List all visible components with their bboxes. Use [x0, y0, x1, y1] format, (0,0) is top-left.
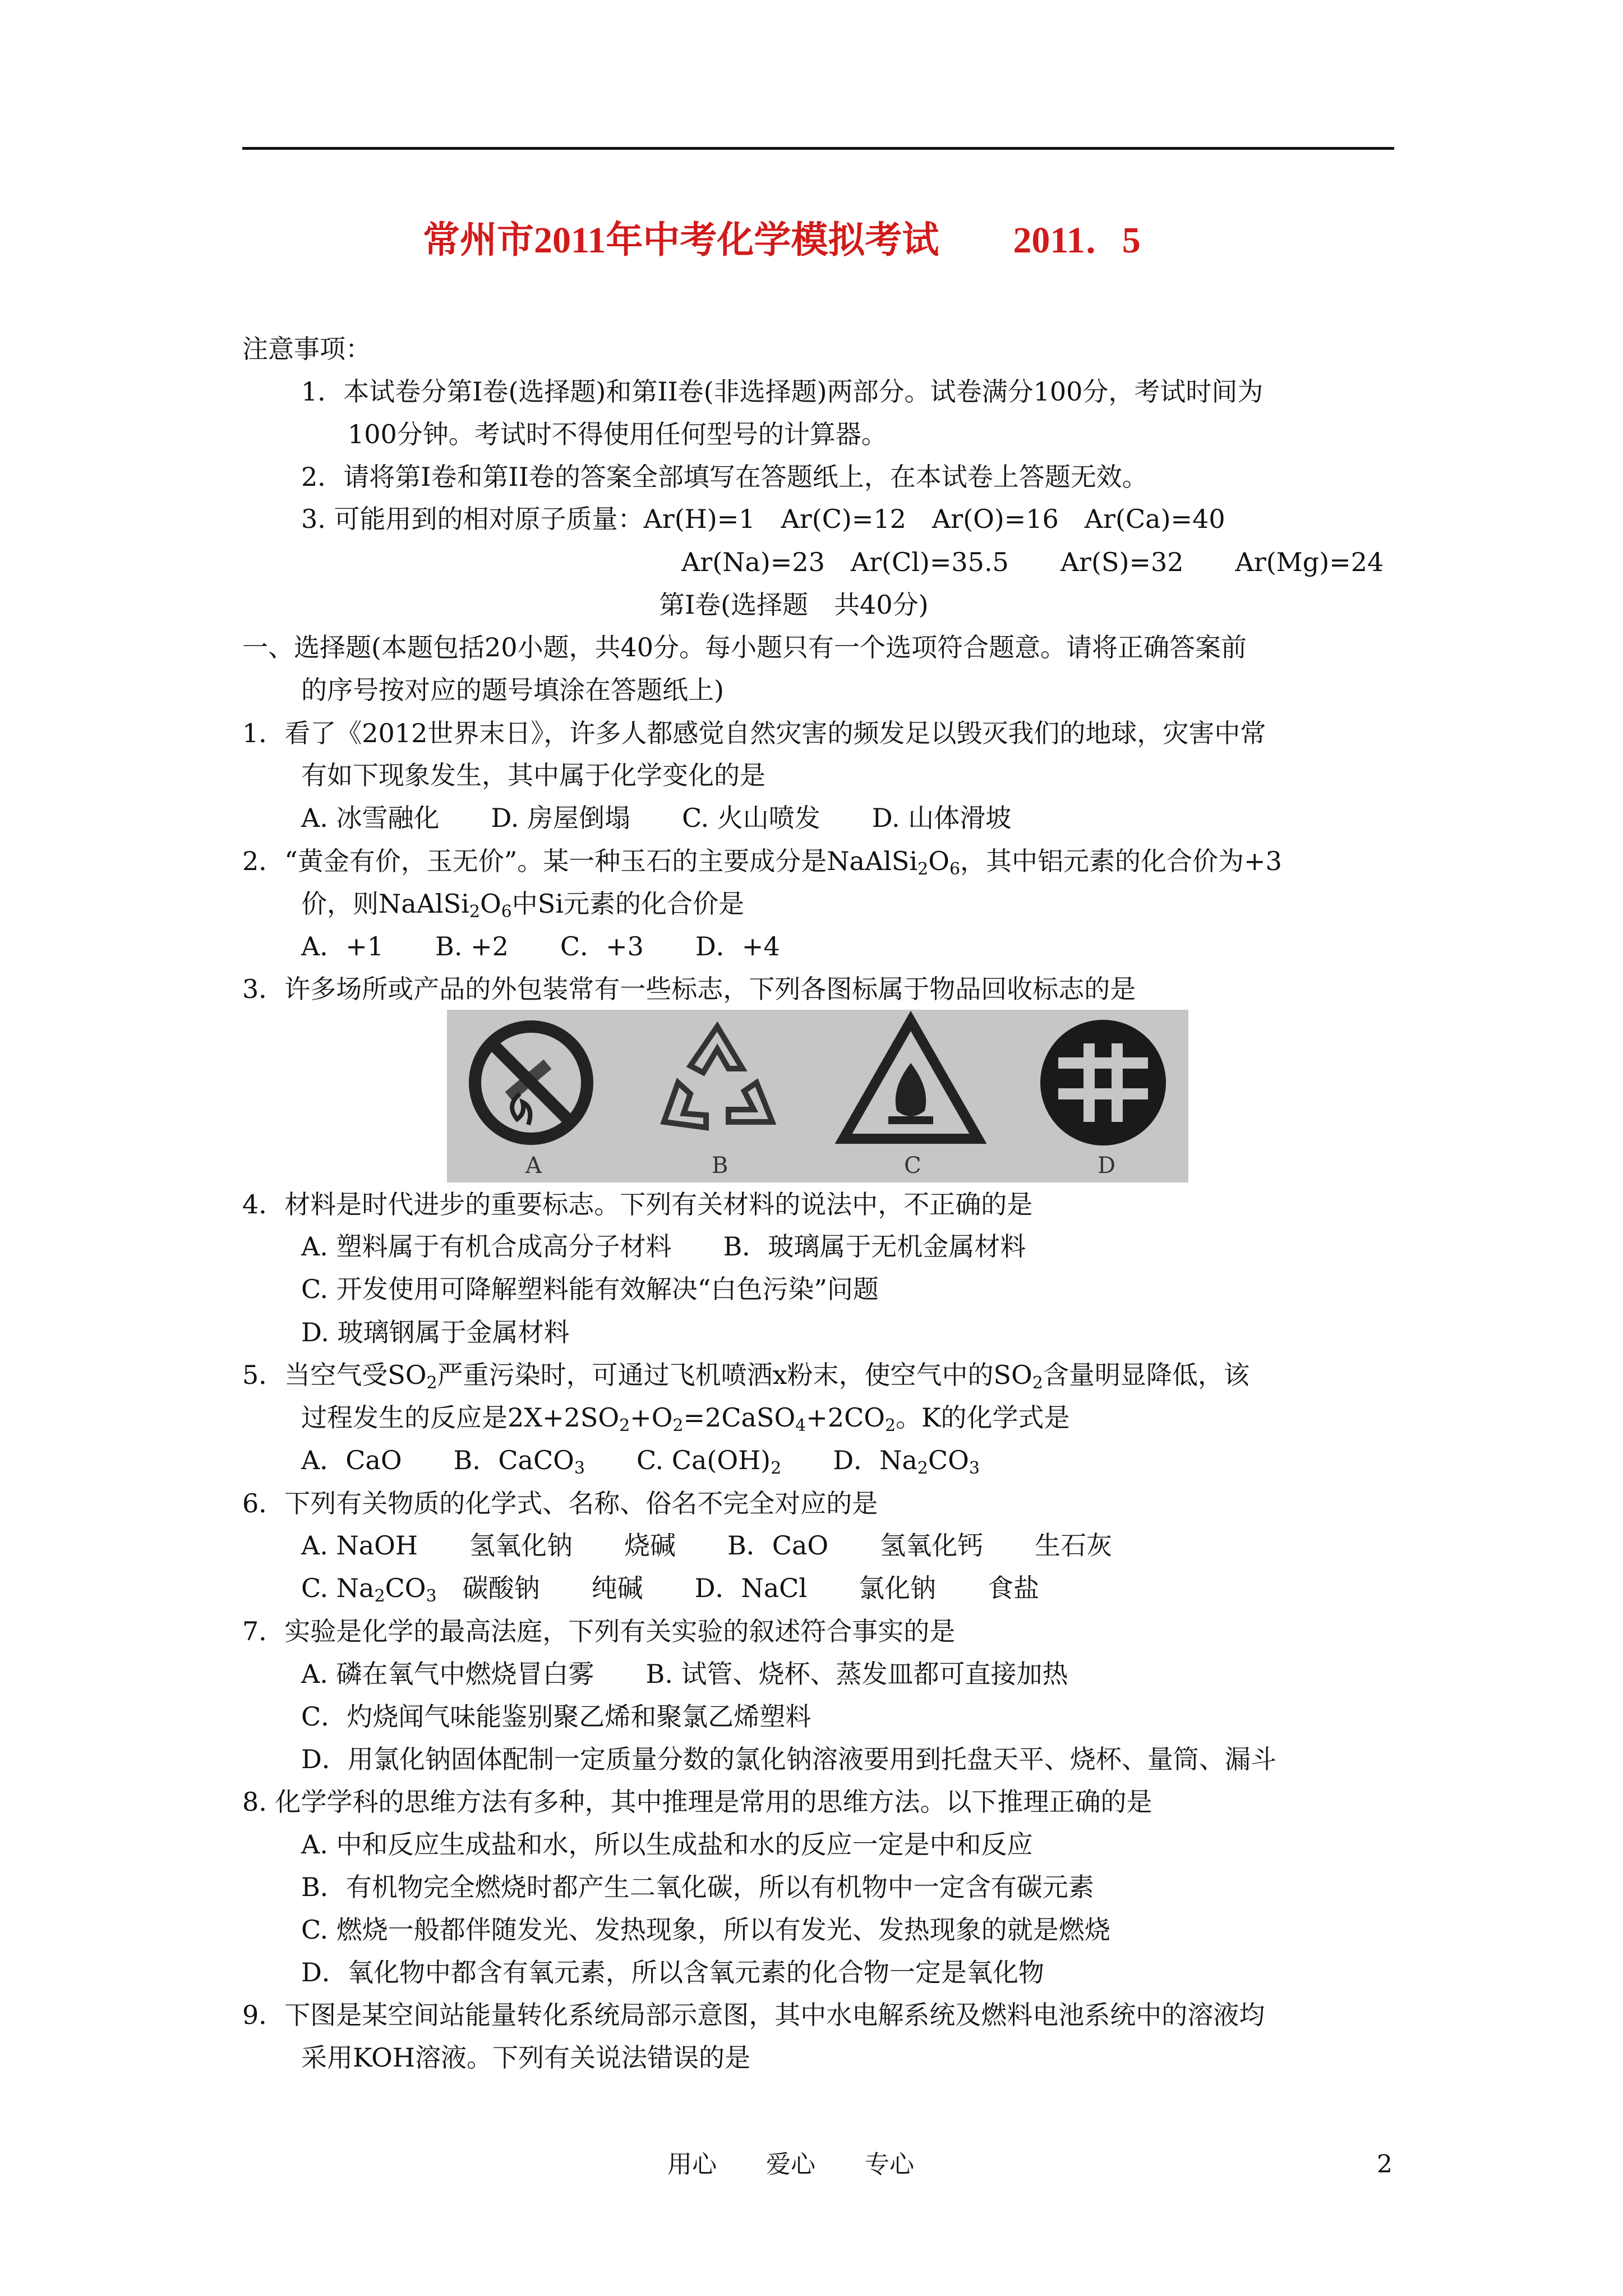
question-1: 1．看了《2012世界末日》，许多人都感觉自然灾害的频发足以毁灭我们的地球，灾害中常 — [242, 718, 1266, 748]
page-number: 2 — [1377, 2150, 1393, 2179]
question-5-options: A．CaO B．CaCO$_3$ C. $Ca(OH)_2$ D．$Na_2CO_3$ — [301, 1445, 980, 1478]
icon-label: C — [904, 1153, 921, 1179]
question-8-option: B．有机物完全燃烧时都产生二氧化碳，所以有机物中一定含有碳元素 — [301, 1872, 1094, 1902]
question-8-option: C. 燃烧一般都伴随发光、发热现象，所以有发光、发热现象的就是燃烧 — [301, 1915, 1110, 1945]
circle-symbol-icon — [1030, 1010, 1176, 1156]
notice-item: 100分钟。考试时不得使用任何型号的计算器。 — [348, 419, 887, 449]
question-3: 3．许多场所或产品的外包装常有一些标志，下列各图标属于物品回收标志的是 — [242, 974, 1136, 1004]
question-6-option: C. $Na_2CO_3$ 碳酸钠 纯碱 D．NaCl 氯化钠 食盐 — [301, 1573, 1040, 1606]
question-2: 价，则$NaAlSi_2O_6$中Si元素的化合价是 — [301, 889, 744, 922]
footer-slogan: 用心 爱心 专心 — [667, 2150, 914, 2179]
question-2: 2．“黄金有价，玉无价”。某一种玉石的主要成分是$NaAlSi_2O_6$，其中铝元素的化合价为+3 — [242, 846, 1282, 879]
question-5: 5．当空气受$SO_2$严重污染时，可通过飞机喷洒x粉末，使空气中的$SO_2$含量明显降低，该 — [242, 1360, 1249, 1393]
question-5: 过程发生的反应是$2X+2SO_2+O_2=2CaSO_4+2CO_2$。K的化学式是 — [301, 1402, 1070, 1435]
question-8-option: D．氧化物中都含有氧元素，所以含氧元素的化合物一定是氧化物 — [301, 1957, 1044, 1987]
question-9: 9．下图是某空间站能量转化系统局部示意图，其中水电解系统及燃料电池系统中的溶液均 — [242, 2000, 1265, 2030]
question-8: 8. 化学学科的思维方法有多种，其中推理是常用的思维方法。以下推理正确的是 — [242, 1787, 1152, 1817]
section-heading: 的序号按对应的题号填涂在答题纸上) — [301, 675, 724, 705]
icon-label: B — [712, 1153, 728, 1179]
notice-item: 1．本试卷分第I卷(选择题)和第II卷(非选择题)两部分。试卷满分100分，考试时间为 — [301, 376, 1264, 407]
question-1: 有如下现象发生，其中属于化学变化的是 — [301, 760, 766, 790]
header-rule — [242, 147, 1394, 150]
question-8-option: A. 中和反应生成盐和水，所以生成盐和水的反应一定是中和反应 — [301, 1829, 1033, 1860]
question-9: 采用KOH溶液。下列有关说法错误的是 — [301, 2042, 750, 2073]
question-4: 4．材料是时代进步的重要标志。下列有关材料的说法中，不正确的是 — [242, 1189, 1033, 1220]
notice-item: 2．请将第I卷和第II卷的答案全部填写在答题纸上，在本试卷上答题无效。 — [301, 462, 1148, 492]
notice-item: Ar(Na)=23 Ar(Cl)=35.5 Ar(S)=32 Ar(Mg)=24 — [681, 547, 1384, 577]
no-smoking-icon — [458, 1010, 604, 1156]
question-4-option: C. 开发使用可降解塑料能有效解决“白色污染”问题 — [301, 1274, 879, 1304]
recycle-icon — [644, 1010, 790, 1156]
notice-item: 3. 可能用到的相对原子质量：Ar(H)=1 Ar(C)=12 Ar(O)=16 Ar(Ca)=40 — [301, 504, 1225, 534]
flammable-warning-icon — [835, 1010, 986, 1156]
question-7-option: A. 磷在氧气中燃烧冒白雾 B. 试管、烧杯、蒸发皿都可直接加热 — [301, 1659, 1068, 1689]
icon-label: A — [525, 1153, 542, 1179]
question-7-option: C．灼烧闻气味能鉴别聚乙烯和聚氯乙烯塑料 — [301, 1701, 811, 1732]
question-4-option: A. 塑料属于有机合成高分子材料 B．玻璃属于无机金属材料 — [301, 1231, 1026, 1262]
question-7: 7．实验是化学的最高法庭，下列有关实验的叙述符合事实的是 — [242, 1616, 956, 1646]
page-title: 常州市2011年中考化学模拟考试 2011．5 — [423, 220, 1141, 261]
part-title: 第I卷(选择题 共40分) — [659, 590, 929, 620]
sign-icons-figure — [447, 1010, 1188, 1182]
question-2-options: A．+1 B. +2 C．+3 D．+4 — [301, 931, 780, 961]
question-6: 6．下列有关物质的化学式、名称、俗名不完全对应的是 — [242, 1488, 878, 1519]
section-heading: 一、选择题(本题包括20小题，共40分。每小题只有一个选项符合题意。请将正确答案前 — [242, 632, 1247, 662]
question-1-options: A. 冰雪融化 D. 房屋倒塌 C. 火山喷发 D. 山体滑坡 — [301, 803, 1012, 833]
notice-heading: 注意事项： — [242, 334, 371, 364]
question-7-option: D．用氯化钠固体配制一定质量分数的氯化钠溶液要用到托盘天平、烧杯、量筒、漏斗 — [301, 1744, 1276, 1774]
icon-label: D — [1098, 1153, 1116, 1179]
question-6-option: A. NaOH 氢氧化钠 烧碱 B．CaO 氢氧化钙 生石灰 — [301, 1530, 1113, 1561]
question-4-option: D. 玻璃钢属于金属材料 — [301, 1317, 570, 1347]
